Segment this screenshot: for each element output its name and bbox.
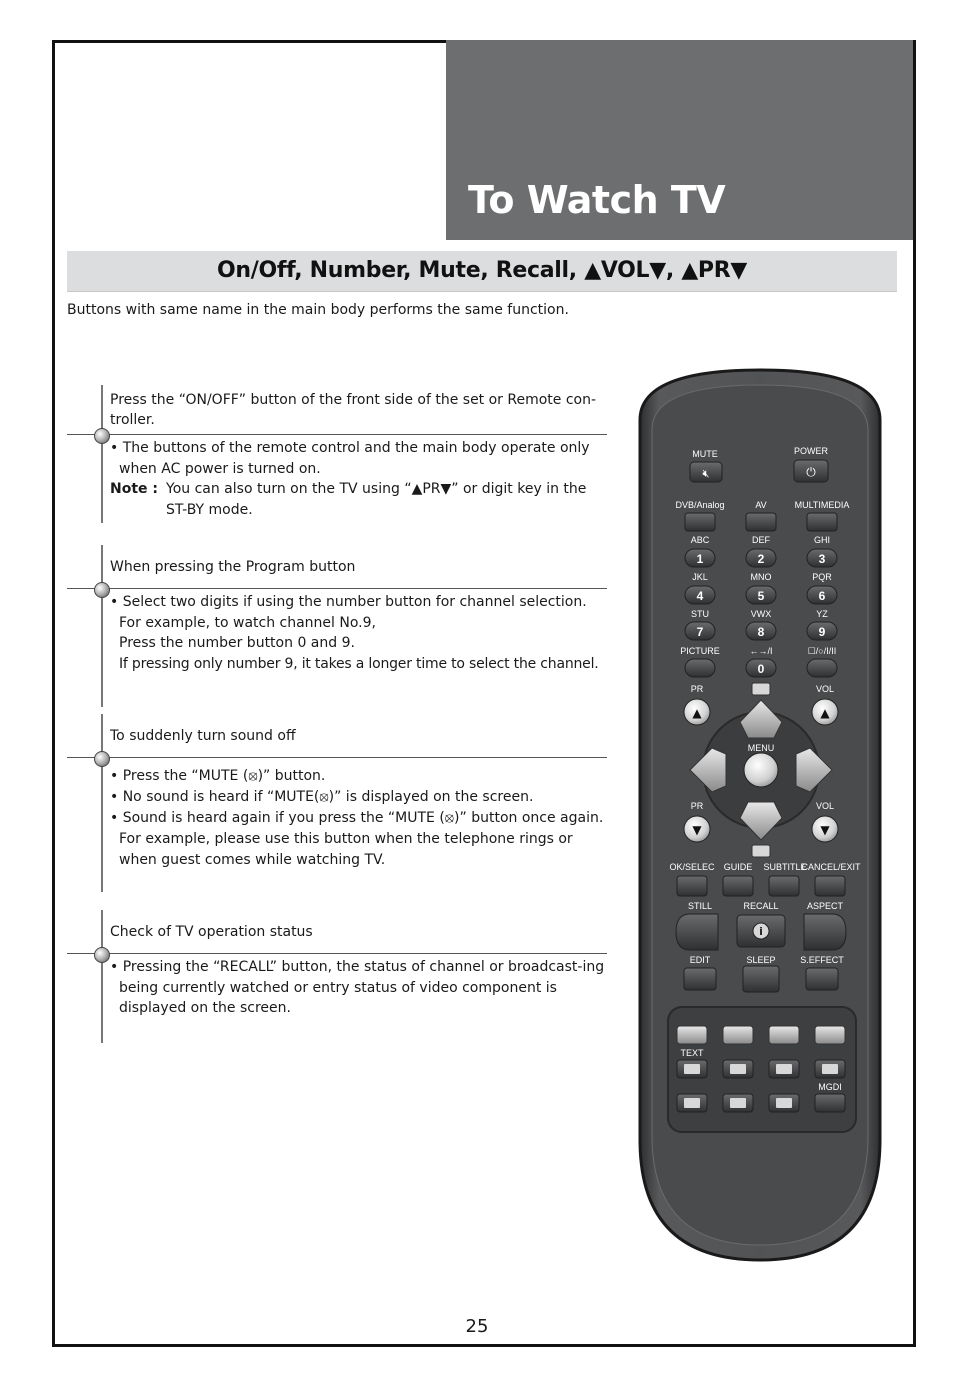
size-icon — [730, 1098, 746, 1108]
subtitle-button[interactable] — [769, 876, 799, 896]
teletext-icon — [752, 845, 770, 857]
sleep-label: SLEEP — [746, 955, 776, 965]
section-heading: When pressing the Program button — [110, 559, 356, 575]
dash-label: ←→/I — [749, 646, 773, 656]
ghi-label: GHI — [813, 535, 831, 545]
recall-label: RECALL — [743, 901, 779, 911]
jkl-label: JKL — [692, 572, 708, 582]
cancel-button[interactable] — [815, 876, 845, 896]
bullet-text: • No sound is heard if “MUTE(⦻)” is displayed on the screen. — [110, 789, 534, 805]
section-heading: Press the “ON/OFF” button of the front side of the set or Remote con-troller. — [110, 392, 597, 428]
digit-5-label: 5 — [757, 589, 765, 603]
page-title: To Watch TV — [468, 178, 726, 222]
section-heading: Check of TV operation status — [110, 924, 313, 940]
index-icon — [822, 1064, 838, 1074]
digit-6-label: 6 — [818, 589, 826, 603]
multimedia-label: MULTIMEDIA — [794, 500, 850, 510]
mute-label: MUTE — [692, 449, 718, 459]
aspect-label: ASPECT — [806, 901, 844, 911]
dvb-button[interactable] — [685, 513, 715, 531]
bullet-text: • Press the “MUTE (⦻)” button. — [110, 768, 326, 784]
section-title: On/Off, Number, Mute, Recall, ▲VOL▼, ▲PR▼ — [216, 258, 748, 283]
mgdi-label: MGDI — [818, 1082, 842, 1092]
def-label: DEF — [752, 535, 770, 545]
reveal-icon — [730, 1064, 746, 1074]
bullet-text: • The buttons of the remote control and the main body operate only when AC power is turned on. — [110, 440, 590, 477]
stu-label: STU — [691, 609, 709, 619]
abc-label: ABC — [690, 535, 710, 545]
guide-label: GUIDE — [723, 862, 753, 872]
color-key-red[interactable] — [677, 1026, 707, 1044]
text-label: TEXT — [680, 1048, 704, 1058]
standby-label: ☐/○/I/II — [807, 646, 837, 656]
color-key-blue[interactable] — [815, 1026, 845, 1044]
bullet-text: • Select two digits if using the number button for channel selection. — [110, 594, 587, 610]
edit-label: EDIT — [689, 955, 711, 965]
note-label: Note : — [110, 481, 158, 497]
ok-label: OK/SELEC — [669, 862, 715, 872]
mno-label: MNO — [750, 572, 772, 582]
seffect-button[interactable] — [806, 968, 838, 990]
down-arrow-icon: ▼ — [692, 823, 702, 837]
page-number: 25 — [465, 1316, 489, 1337]
digit-8-label: 8 — [757, 625, 765, 639]
power-icon: ⏻ — [806, 465, 816, 479]
ok-button[interactable] — [677, 876, 707, 896]
bullet-text: • Pressing the “RECALL” button, the status of channel or broadcast-ing being currently watched or entry status of video component is displayed on the screen. — [110, 959, 605, 1016]
subpage-icon — [776, 1098, 792, 1108]
sleep-button[interactable] — [743, 966, 779, 992]
bullet-text: • Sound is heard again if you press the “MUTE (⦻)” button once again. — [110, 810, 604, 826]
standby-button[interactable] — [807, 659, 837, 677]
cancel-label: CANCEL/EXIT — [801, 862, 861, 872]
color-key-green[interactable] — [723, 1026, 753, 1044]
vol-down-label: VOL — [815, 801, 835, 811]
mute-icon: 🔇︎ — [702, 467, 710, 480]
av-button[interactable] — [746, 513, 776, 531]
picture-label: PICTURE — [680, 646, 720, 656]
picture-button[interactable] — [685, 659, 715, 677]
seffect-label: S.EFFECT — [800, 955, 844, 965]
dvb-label: DVB/Analog — [675, 500, 725, 510]
mgdi-button[interactable] — [815, 1094, 845, 1112]
color-key-yellow[interactable] — [769, 1026, 799, 1044]
info-icon-glyph: i — [759, 925, 763, 938]
digit-7-label: 7 — [696, 625, 704, 639]
digit-3-label: 3 — [818, 552, 826, 566]
up-arrow-icon: ▲ — [820, 706, 830, 720]
av-label: AV — [755, 500, 767, 510]
up-arrow-icon: ▲ — [692, 706, 702, 720]
vwx-label: VWX — [750, 609, 772, 619]
vol-up-label: VOL — [815, 684, 835, 694]
digit-4-label: 4 — [696, 589, 704, 603]
edit-button[interactable] — [684, 968, 716, 990]
teletext-icon — [752, 683, 770, 695]
yz-label: YZ — [816, 609, 828, 619]
intro-text: Buttons with same name in the main body performs the same function. — [67, 302, 569, 318]
still-label: STILL — [687, 901, 713, 911]
multimedia-button[interactable] — [807, 513, 837, 531]
digit-0-label: 0 — [757, 662, 765, 676]
menu-label: MENU — [747, 743, 775, 753]
still-button[interactable] — [676, 914, 718, 950]
digit-2-label: 2 — [757, 552, 765, 566]
guide-button[interactable] — [723, 876, 753, 896]
pr-up-label: PR — [690, 684, 704, 694]
pr-down-label: PR — [690, 801, 704, 811]
digit-9-label: 9 — [818, 625, 826, 639]
cancel-icon — [776, 1064, 792, 1074]
hold-icon — [684, 1098, 700, 1108]
detail-line: For example, to watch channel No.9, — [119, 614, 376, 631]
aspect-button[interactable] — [804, 914, 846, 950]
menu-button[interactable] — [744, 753, 778, 787]
note-text: You can also turn on the TV using “▲PR▼” or digit key in the ST-BY mode. — [166, 481, 587, 518]
power-label: POWER — [793, 446, 829, 456]
pqr-label: PQR — [812, 572, 832, 582]
section-heading: To suddenly turn sound off — [110, 728, 296, 744]
detail-line: If pressing only number 9, it takes a longer time to select the channel. — [119, 655, 599, 672]
digit-1-label: 1 — [696, 552, 704, 566]
subtitle-label: SUBTITLE — [763, 862, 807, 872]
teletext-icon — [684, 1064, 700, 1074]
down-arrow-icon: ▼ — [820, 823, 830, 837]
detail-line: Press the number button 0 and 9. — [119, 635, 355, 651]
detail-line: For example, please use this button when the telephone rings or when guest comes while watching TV. — [119, 831, 573, 868]
